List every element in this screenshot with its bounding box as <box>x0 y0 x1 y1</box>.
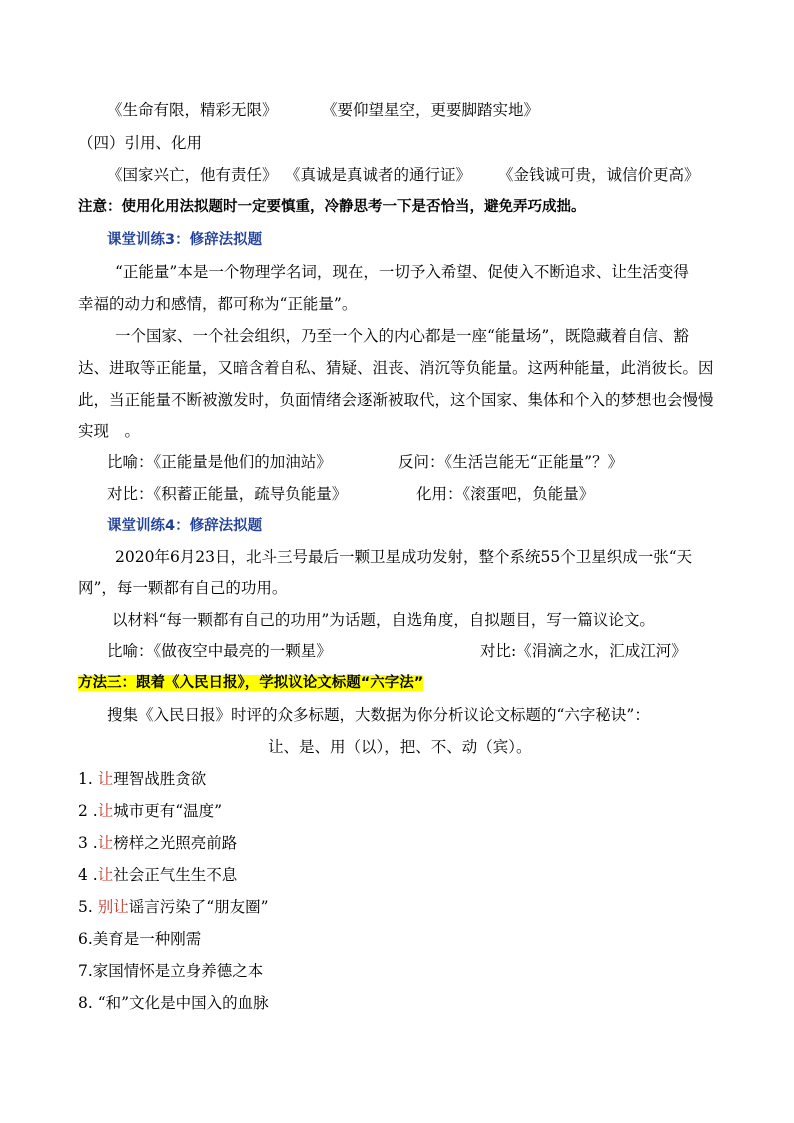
method3-six-characters: 让、是、用（以），把、不、动（宾）。 <box>268 738 532 756</box>
training3-para2-line2: 达、进取等正能量，又暗含着自私、猜疑、沮丧、消沉等负能量。这两种能量，此消彼长。因 <box>78 359 714 377</box>
method3-intro: 搜集《入民日报》时评的众多标题，大数据为你分析议论文标题的“六字秘诀”： <box>107 706 650 724</box>
training3-para2-line3: 此，当正能量不断被激发时，负面情绪会逐渐被取代，这个国家、集体和个入的梦想也会慢慢 <box>78 391 714 409</box>
method3-heading-text: 方法三：跟着《入民日报》，学拟议论文标题“六字法” <box>78 675 424 691</box>
training4-heading: 课堂训练4：修辞法拟题 <box>107 518 263 534</box>
training4-para1-line1: 2020年6月23日，北斗三号最后一颗卫星成功发射，整个系统55个卫星织成一张“天 <box>115 548 693 566</box>
list-item <box>78 801 222 821</box>
title-example-1: 《生命有限，精彩无限》 <box>107 101 278 119</box>
list-item-keyword: 让 <box>97 834 114 852</box>
list-item <box>78 993 269 1013</box>
list-item-number: 3 . <box>78 834 98 852</box>
list-item-number: 4 . <box>78 866 98 884</box>
list-item-text: 社会正气生生不息 <box>113 866 238 884</box>
list-item-text: “和”文化是中国入的血脉 <box>97 994 269 1012</box>
training3-para1-line2: 幸福的动力和感情，都可称为“正能量”。 <box>78 295 358 313</box>
title-example-5: 《金钱诚可贵，诚信价更高》 <box>498 166 700 184</box>
list-item-number: 1. <box>78 770 93 788</box>
section-heading-quote: （四）引用、化用 <box>78 134 203 152</box>
list-item <box>78 865 237 885</box>
list-item <box>78 833 237 853</box>
list-item <box>78 961 263 981</box>
training4-example-contrast: 对比:《涓滴之水，汇成江河》 <box>480 642 687 660</box>
method3-heading <box>78 673 423 693</box>
training3-example-contrast: 对比：《积蓄正能量，疏导负能量》 <box>107 485 348 503</box>
training3-para2-line4: 实现 。 <box>78 422 141 440</box>
list-item-keyword: 让 <box>97 802 114 820</box>
caution-note: 注意：使用化用法拟题时一定要慎重，冷静思考一下是否恰当，避免弄巧成拙。 <box>78 199 586 215</box>
list-item-keyword: 让 <box>97 770 114 788</box>
list-item <box>78 929 201 949</box>
list-item-keyword: 让 <box>97 866 114 884</box>
list-item <box>78 769 206 789</box>
list-item-text: 家国情怀是立身养德之本 <box>92 962 264 980</box>
list-item-number: 2 . <box>78 802 98 820</box>
list-item-text: 美育是一种刚需 <box>92 930 202 948</box>
training4-para1-line2: 网”，每一颗都有自己的功用。 <box>78 579 288 597</box>
list-item-text: 谣言污染了“朋友圈” <box>128 898 269 916</box>
list-item-text: 榜样之光照亮前路 <box>113 834 238 852</box>
list-item-number: 8. <box>78 994 93 1012</box>
title-example-3: 《国家兴亡，他有责任》 <box>107 166 278 184</box>
training3-example-metaphor: 比喻：《正能量是他们的加油站》 <box>107 453 332 471</box>
training3-para2-line1: 一个国家、一个社会组织，乃至一个入的内心都是一座“能量场”，既隐藏着自信、豁 <box>115 327 689 345</box>
list-item <box>78 897 269 917</box>
list-item-text: 城市更有“温度” <box>113 802 223 820</box>
training3-example-adapt: 化用：《滚蛋吧，负能量》 <box>416 485 595 503</box>
training4-example-metaphor: 比喻：《做夜空中最亮的一颗星》 <box>107 642 332 660</box>
list-item-number: 5. <box>78 898 93 916</box>
list-item-keyword: 别让 <box>97 898 129 916</box>
training4-para2: 以材料“每一颗都有自己的功用”为话题，自选角度，自拟题目，写一篇议论文。 <box>112 611 655 629</box>
training3-heading: 课堂训练3：修辞法拟题 <box>107 232 263 248</box>
list-item-number: 7. <box>78 962 93 980</box>
training3-example-rhetorical: 反问：《生活岂能无“正能量”？》 <box>398 453 624 471</box>
training3-para1-line1: “正能量”本是一个物理学名词，现在，一切予入希望、促使入不断追求、让生活变得 <box>115 263 689 281</box>
list-item-text: 理智战胜贪欲 <box>113 770 207 788</box>
title-example-4: 《真诚是真诚者的通行证》 <box>285 166 472 184</box>
list-item-number: 6. <box>78 930 93 948</box>
title-example-2: 《要仰望星空，更要脚踏实地》 <box>322 101 540 119</box>
